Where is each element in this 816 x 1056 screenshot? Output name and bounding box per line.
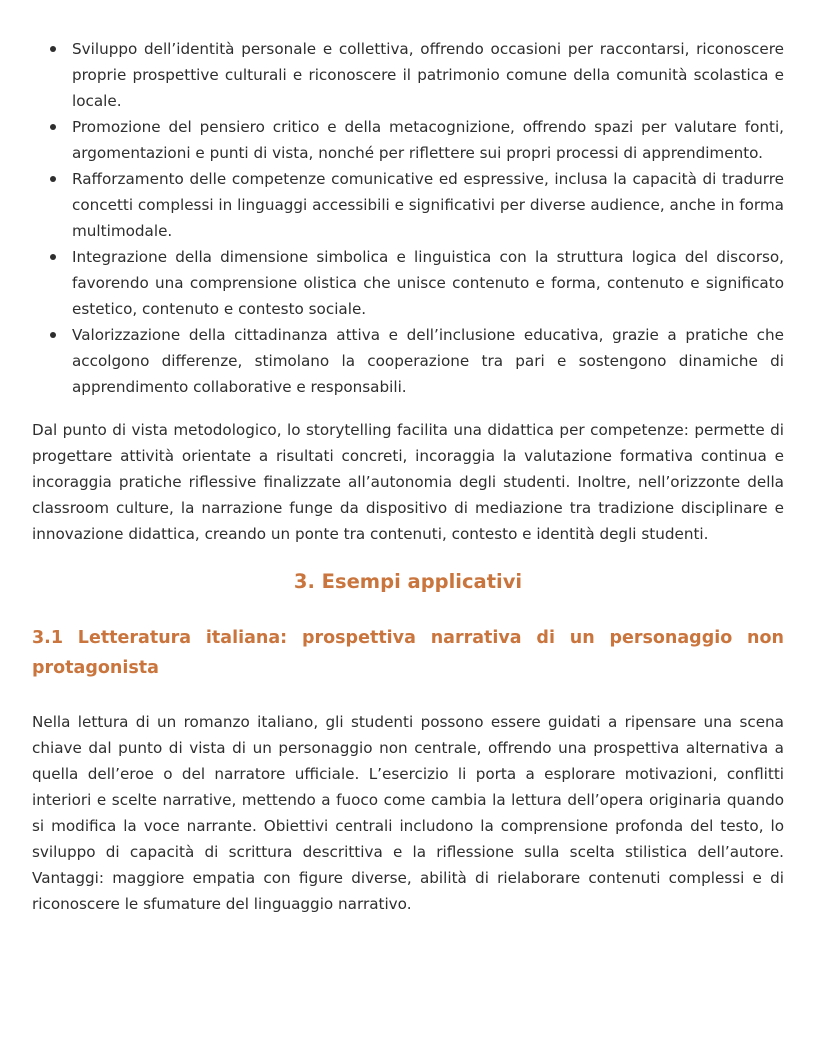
- list-item: [72, 244, 784, 322]
- bullet-dot-icon: [50, 332, 56, 338]
- subsection-heading: 3.1 Letteratura italiana: prospettiva narrativa di un personaggio non protagonista: [32, 628, 784, 678]
- document-page: [32, 36, 784, 917]
- list-item-text: Sviluppo dell’identità personale e collettiva, offrendo occasioni per raccontarsi, riconoscere proprie prospettive culturali e riconoscere il patrimonio comune della comunità scolastica e locale.: [72, 40, 784, 110]
- list-item: [72, 322, 784, 400]
- list-item-text: Rafforzamento delle competenze comunicative ed espressive, inclusa la capacità di tradurre concetti complessi in linguaggi accessibili e significativi per diverse audience, anche in forma multimodale.: [72, 170, 784, 240]
- list-item-text: Integrazione della dimensione simbolica e linguistica con la struttura logica del discorso, favorendo una comprensione olistica che unisce contenuto e forma, contenuto e significato estetico, contenuto e contesto sociale.: [72, 248, 784, 318]
- list-item: [72, 166, 784, 244]
- list-item: [72, 36, 784, 114]
- bullet-dot-icon: [50, 124, 56, 130]
- list-item-text: Valorizzazione della cittadinanza attiva e dell’inclusione educativa, grazie a pratiche che accolgono differenze, stimolano la cooperazione tra pari e sostengono dinamiche di apprendimento collaborative e responsabili.: [72, 326, 784, 396]
- bullet-dot-icon: [50, 46, 56, 52]
- bullet-dot-icon: [50, 176, 56, 182]
- section-heading: 3. Esempi applicativi: [293, 570, 523, 593]
- objectives-list: [32, 36, 784, 400]
- methodology-paragraph: Dal punto di vista metodologico, lo storytelling facilita una didattica per competenze: permette di progettare attività orientate a risultati concreti, incoraggia la valutazione formativa continua e incoraggia pratiche riflessive finalizzate all’autonomia degli studenti. Inoltre, nell’orizzonte della classroom culture, la narrazione funge da dispositivo di mediazione tra tradizione disciplinare e innovazione didattica, creando un ponte tra contenuti, contesto e identità degli studenti.: [32, 421, 784, 543]
- bullet-dot-icon: [50, 254, 56, 260]
- list-item-text: Promozione del pensiero critico e della metacognizione, offrendo spazi per valutare fonti, argomentazioni e punti di vista, nonché per riflettere sui propri processi di apprendimento.: [72, 118, 784, 162]
- literature-paragraph: Nella lettura di un romanzo italiano, gli studenti possono essere guidati a ripensare una scena chiave dal punto di vista di un personaggio non centrale, offrendo una prospettiva alternativa a quella dell’eroe o del narratore ufficiale. L’esercizio li porta a esplorare motivazioni, conflitti interiori e scelte narrative, mettendo a fuoco come cambia la lettura dell’opera originaria quando si modifica la voce narrante. Obiettivi centrali includono la comprensione profonda del testo, lo sviluppo di capacità di scrittura descrittiva e la riflessione sulla scelta stilistica dell’autore. Vantaggi: maggiore empatia con figure diverse, abilità di rielaborare contenuti complessi e di riconoscere le sfumature del linguaggio narrativo.: [32, 713, 784, 913]
- list-item: [72, 114, 784, 166]
